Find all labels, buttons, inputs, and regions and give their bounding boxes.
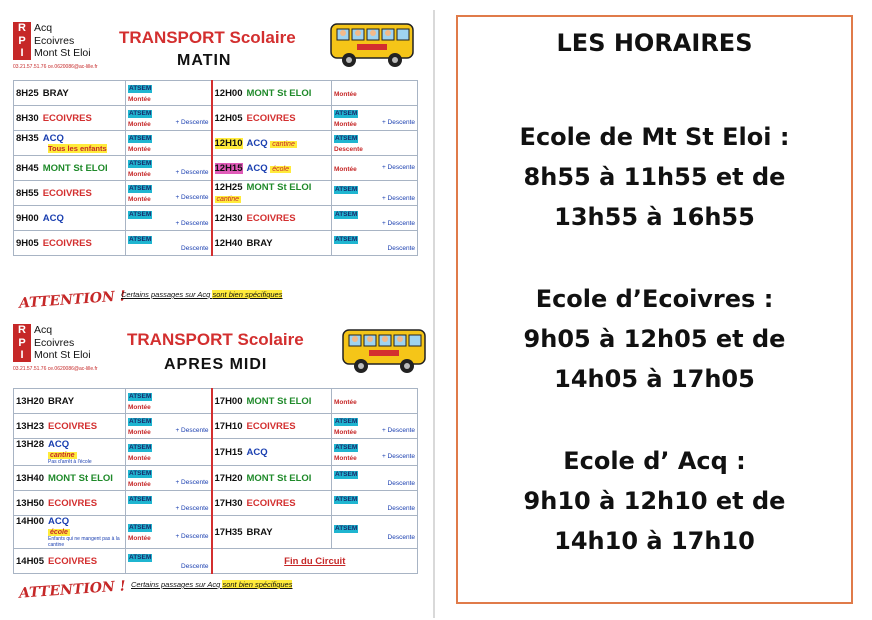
morning-title: TRANSPORT Scolaire — [119, 28, 296, 47]
staff-cell: Montée + Descente — [332, 156, 418, 181]
morning-acq-note: Certains passages sur Acq sont bien spécifiques — [121, 290, 283, 299]
staff-cell: ATSEM Montée + Descente — [126, 156, 212, 181]
staff-cell: ATSEM Montée — [126, 81, 212, 106]
staff-cell: ATSEM + Descente — [332, 181, 418, 206]
stop-cell: 12H00 MONT St ELOI — [212, 81, 332, 106]
school-bus-icon-2 — [339, 322, 429, 380]
staff-cell: ATSEM Descente — [332, 131, 418, 156]
stop-cell: 17H00 MONT St ELOI — [212, 389, 332, 414]
table-row — [14, 206, 418, 231]
rpi-letters: R P I — [13, 22, 31, 60]
stop-cell: 12H40 BRAY — [212, 231, 332, 256]
stop-cell: 17H35 BRAY — [212, 516, 332, 549]
acq-afternoon: 14h10 à 17h10 — [554, 527, 755, 555]
stop-cell: 17H30 ECOIVRES — [212, 491, 332, 516]
table-row — [14, 181, 418, 206]
rpi-villages-2: Acq Ecoivres Mont St Eloi — [34, 324, 91, 361]
stop-cell: 14H05 ECOIVRES — [14, 549, 126, 574]
rpi-letters-2: R P I — [13, 324, 31, 362]
stop-cell: 17H20 MONT St ELOI — [212, 466, 332, 491]
stop-cell: 14H00 ACQ école Enfants qui ne mangent pas à la cantine — [14, 516, 126, 549]
staff-cell: ATSEM Montée + Descente — [126, 414, 212, 439]
staff-cell: ATSEM Montée + Descente — [332, 439, 418, 466]
rpi-contact: 03.21.57.51.76 ce.0620086@ac-lille.fr — [13, 64, 98, 70]
table-row — [14, 106, 418, 131]
afternoon-section — [9, 316, 429, 616]
acq-morning: 9h10 à 12h10 et de — [523, 487, 786, 515]
stop-cell: 8H35 ACQ Tous les enfants — [14, 131, 126, 156]
staff-cell: ATSEM Montée + Descente — [126, 516, 212, 549]
stop-cell: 17H10 ECOIVRES — [212, 414, 332, 439]
stop-cell: 13H20 BRAY — [14, 389, 126, 414]
stop-cell: 13H50 ECOIVRES — [14, 491, 126, 516]
staff-cell: ATSEM Montée + Descente — [126, 106, 212, 131]
table-row — [14, 81, 418, 106]
ecoivres-title: Ecole d’Ecoivres : — [535, 285, 774, 313]
ecoivres-morning: 9h05 à 12h05 et de — [523, 325, 786, 353]
stop-cell: 12H05 ECOIVRES — [212, 106, 332, 131]
afternoon-subtitle: APRES MIDI — [164, 356, 268, 373]
horaires-heading: LES HORAIRES — [556, 29, 753, 57]
rpi-logo-2 — [13, 324, 105, 374]
mt-st-eloi-afternoon: 13h55 à 16h55 — [554, 203, 755, 231]
staff-cell: ATSEM Montée + Descente — [126, 181, 212, 206]
stop-cell: 8H45 MONT St ELOI — [14, 156, 126, 181]
stop-cell: 12H15 ACQ école — [212, 156, 332, 181]
staff-cell: ATSEM Montée + Descente — [332, 414, 418, 439]
stop-cell: 9H05 ECOIVRES — [14, 231, 126, 256]
staff-cell: ATSEM Montée + Descente — [126, 466, 212, 491]
morning-schedule-table — [13, 80, 418, 256]
afternoon-title: TRANSPORT Scolaire — [127, 330, 304, 349]
stop-cell: 8H55 ECOIVRES — [14, 181, 126, 206]
staff-cell: Montée — [332, 81, 418, 106]
table-row — [14, 439, 418, 466]
rpi-villages: Acq Ecoivres Mont St Eloi — [34, 22, 91, 59]
staff-cell: ATSEM Descente — [332, 466, 418, 491]
staff-cell: ATSEM Montée — [126, 439, 212, 466]
staff-cell: Montée — [332, 389, 418, 414]
stop-cell: 9H00 ACQ — [14, 206, 126, 231]
stop-cell: 12H25 MONT St ELOI cantine — [212, 181, 332, 206]
school-bus-icon — [327, 16, 417, 74]
morning-attention: ATTENTION ! — [18, 288, 127, 312]
table-row — [14, 156, 418, 181]
staff-cell: ATSEM Montée — [126, 389, 212, 414]
afternoon-acq-note: Certains passages sur Acq sont bien spécifiques — [131, 580, 293, 589]
afternoon-attention: ATTENTION ! — [18, 578, 127, 602]
table-row — [14, 131, 418, 156]
staff-cell: ATSEM Descente — [332, 491, 418, 516]
staff-cell: ATSEM Descente — [126, 549, 212, 574]
horaires-panel — [456, 15, 853, 604]
stop-cell: 8H30 ECOIVRES — [14, 106, 126, 131]
table-row — [14, 516, 418, 549]
staff-cell: ATSEM Montée — [126, 131, 212, 156]
staff-cell: ATSEM + Descente — [126, 206, 212, 231]
staff-cell: ATSEM + Descente — [126, 491, 212, 516]
acq-title: Ecole d’ Acq : — [563, 447, 746, 475]
stop-cell: 13H40 MONT St ELOI — [14, 466, 126, 491]
stop-cell: 8H25 BRAY — [14, 81, 126, 106]
table-row — [14, 389, 418, 414]
rpi-logo — [13, 22, 105, 72]
staff-cell: ATSEM + Descente — [332, 206, 418, 231]
stop-cell: 12H10 ACQ cantine — [212, 131, 332, 156]
afternoon-schedule-table — [13, 388, 418, 574]
mt-st-eloi-morning: 8h55 à 11h55 et de — [523, 163, 786, 191]
table-row — [14, 466, 418, 491]
staff-cell: ATSEM Descente — [332, 231, 418, 256]
table-row — [14, 491, 418, 516]
morning-subtitle: MATIN — [177, 52, 232, 69]
staff-cell: ATSEM Descente — [332, 516, 418, 549]
transport-flyer — [3, 10, 435, 618]
stop-cell: 13H23 ECOIVRES — [14, 414, 126, 439]
stop-cell: 13H28 ACQ cantine Pas d'arrêt à l'école — [14, 439, 126, 466]
table-row — [14, 414, 418, 439]
stop-cell: 12H30 ECOIVRES — [212, 206, 332, 231]
table-row — [14, 231, 418, 256]
staff-cell: ATSEM Montée + Descente — [332, 106, 418, 131]
staff-cell: ATSEM Descente — [126, 231, 212, 256]
stop-cell: 17H15 ACQ — [212, 439, 332, 466]
ecoivres-afternoon: 14h05 à 17h05 — [554, 365, 755, 393]
morning-section — [9, 10, 429, 310]
table-row — [14, 549, 418, 574]
end-of-route: Fin du Circuit — [212, 549, 418, 574]
rpi-contact-2: 03.21.57.51.76 ce.0620086@ac-lille.fr — [13, 366, 98, 372]
mt-st-eloi-title: Ecole de Mt St Eloi : — [519, 123, 790, 151]
